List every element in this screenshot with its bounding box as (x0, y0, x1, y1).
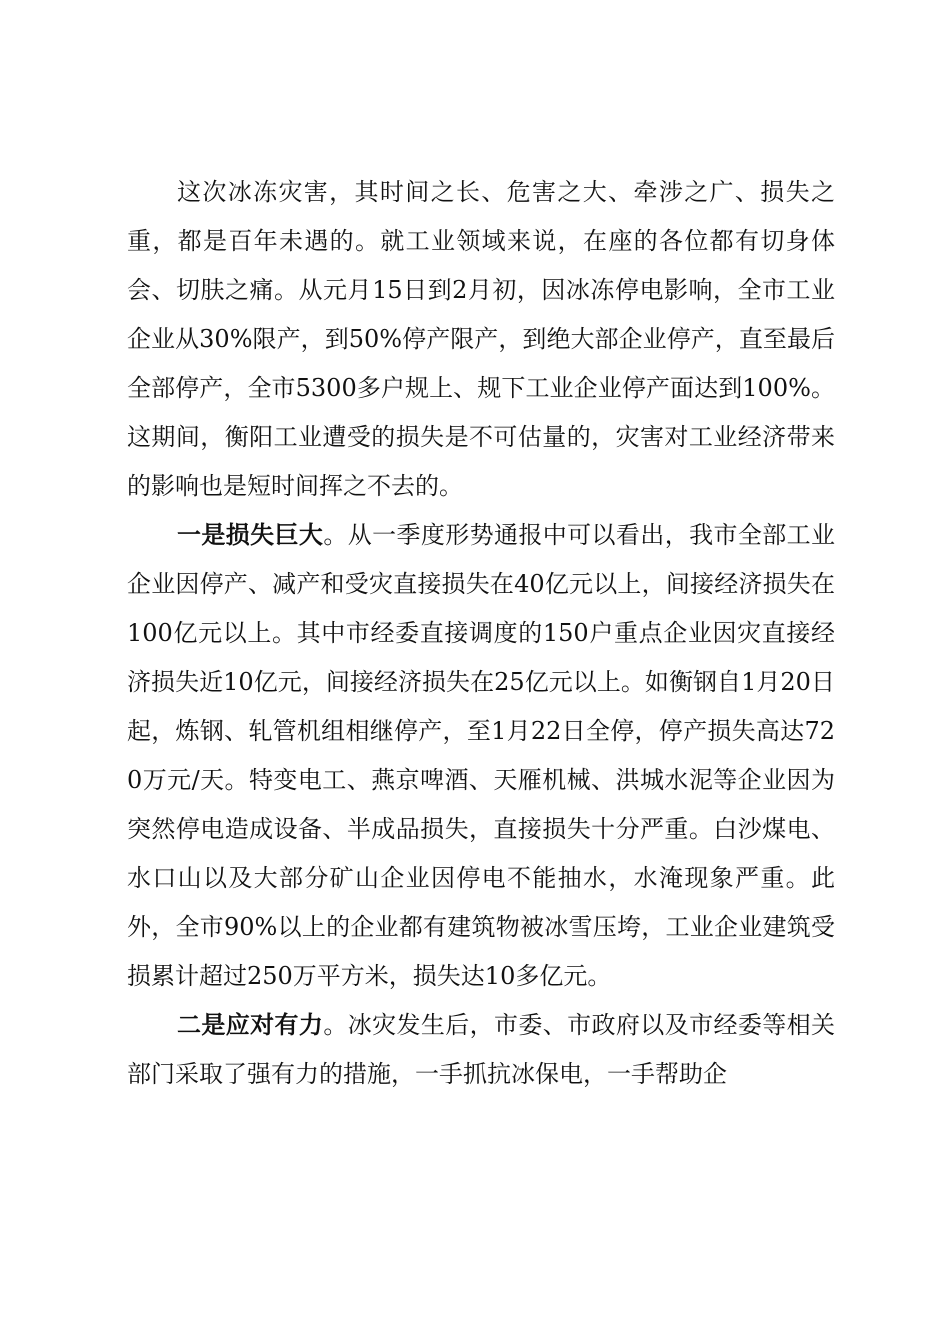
paragraph-3-text: 。冰灾发生后，市委、市政府以及市经委等相关部门采取了强有力的措施，一手抓抗冰保电，一手帮助企 (127, 1011, 836, 1088)
paragraph-2-text: 。从一季度形势通报中可以看出，我市全部工业企业因停产、减产和受灾直接损失在40亿元以上，间接经济损失在100亿元以上。其中市经委直接调度的150户重点企业因灾直接经济损失近10亿元，间接经济损失在25亿元以上。如衡钢自1月20日起，炼钢、轧管机组相继停产，至1月22日全停，停产损失高达720万元/天。特变电工、燕京啤酒、天雁机械、洪城水泥等企业因为突然停电造成设备、半成品损失，直接损失十分严重。白沙煤电、水口山以及大部分矿山企业因停电不能抽水，水淹现象严重。此外，全市90%以上的企业都有建筑物被冰雪压垮，工业企业建筑受损累计超过250万平方米，损失达10多亿元。 (127, 521, 836, 990)
paragraph-2 (127, 511, 835, 1001)
paragraph-3-lead: 二是应对有力 (177, 1011, 324, 1039)
paragraph-1 (127, 168, 835, 511)
paragraph-3 (127, 1001, 835, 1099)
paragraph-1-text: 这次冰冻灾害，其时间之长、危害之大、牵涉之广、损失之重，都是百年未遇的。就工业领域来说，在座的各位都有切身体会、切肤之痛。从元月15日到2月初，因冰冻停电影响，全市工业企业从30%限产，到50%停产限产，到绝大部企业停产，直至最后全部停产，全市5300多户规上、规下工业企业停产面达到100%。这期间，衡阳工业遭受的损失是不可估量的，灾害对工业经济带来的影响也是短时间挥之不去的。 (127, 178, 835, 500)
paragraph-2-lead: 一是损失巨大 (177, 521, 324, 549)
document-body (127, 168, 835, 1099)
